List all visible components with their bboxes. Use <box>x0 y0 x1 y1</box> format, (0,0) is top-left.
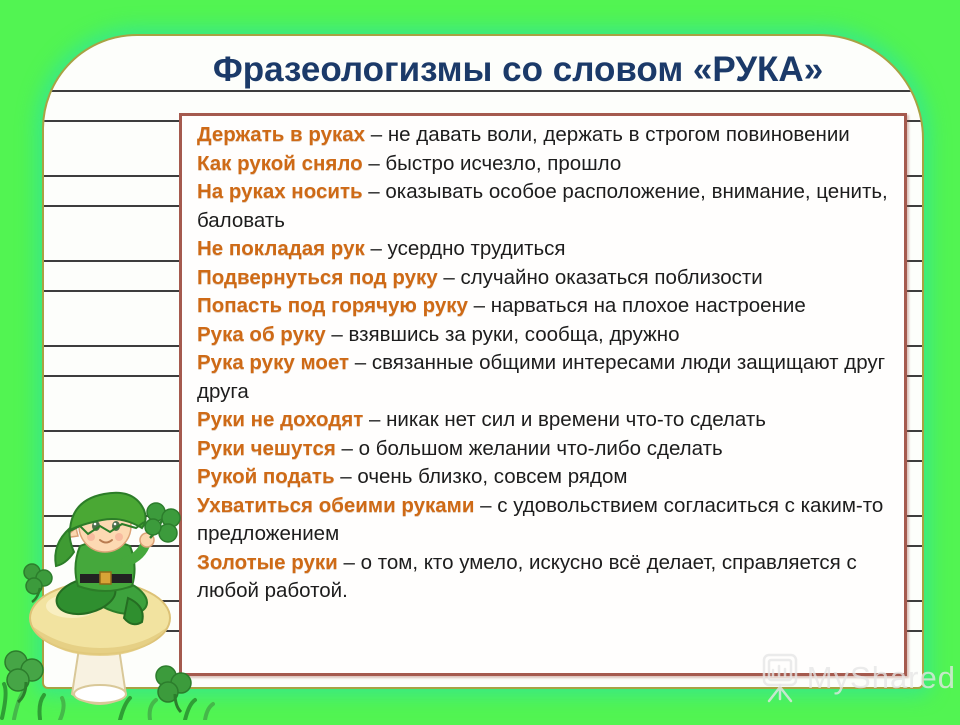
entry-definition: быстро исчезло, прошло <box>385 151 622 175</box>
entry-term: Рука об руку <box>197 322 326 346</box>
entry-dash: – <box>480 493 492 517</box>
entry-definition: связанные общими интересами люди защищают друг друга <box>197 351 886 403</box>
elf-on-mushroom-illustration <box>0 480 215 720</box>
entry-term: Руки не доходят <box>197 408 364 431</box>
entry-term: Не покладая рук <box>197 237 365 260</box>
entry-definition: случайно оказаться поблизости <box>460 265 763 289</box>
entry-dash: – <box>368 151 380 175</box>
entries-list <box>197 121 896 606</box>
entry-dash: – <box>369 408 381 431</box>
entry-dash: – <box>331 322 343 346</box>
entry-definition: никак нет сил и времени что-то сделать <box>386 408 766 431</box>
entry-dash: – <box>354 351 367 374</box>
phraseologism-entry <box>197 463 896 492</box>
phraseologism-entry <box>197 492 896 549</box>
entry-definition: с удовольствием согласиться с каким-то предложением <box>197 493 884 545</box>
entry-definition: о том, кто умело, искусно всё делает, справляется с любой работой. <box>197 550 857 602</box>
entry-definition: о большом желании что-либо сделать <box>358 436 723 460</box>
entry-definition: усердно трудиться <box>387 237 566 260</box>
entry-term: Рука руку моет <box>197 351 350 374</box>
entry-term: Подвернуться под руку <box>197 265 438 289</box>
entry-dash: – <box>343 550 355 574</box>
entry-dash: – <box>443 265 455 289</box>
four-leaf-clover-icon <box>145 503 180 542</box>
phraseologism-entry <box>197 349 896 406</box>
phraseologism-entry <box>197 150 896 179</box>
entry-definition: очень близко, совсем рядом <box>357 465 628 488</box>
phraseologism-entry <box>197 121 896 150</box>
elf-illustration <box>0 480 215 720</box>
shamrock-icon <box>156 666 191 712</box>
entry-dash: – <box>340 465 352 488</box>
phraseologism-entry <box>197 292 896 321</box>
phraseologism-entry <box>197 264 896 293</box>
entry-term: Золотые руки <box>197 550 338 574</box>
entry-definition: взявшись за руки, сообща, дружно <box>348 322 680 346</box>
ruled-line <box>44 90 922 92</box>
entry-term: Держать в руках <box>197 123 366 146</box>
phraseologism-entry <box>197 549 896 606</box>
entry-definition: оказывать особое расположение, внимание, ценить, баловать <box>197 180 888 232</box>
page-title: Фразеологизмы со словом «РУКА» <box>212 50 824 89</box>
entry-term: Руки чешутся <box>197 436 336 460</box>
phraseologism-entry <box>197 406 896 435</box>
entry-dash: – <box>368 180 380 203</box>
shamrock-icon <box>5 651 43 702</box>
entry-dash: – <box>370 237 382 260</box>
entry-term: Как рукой сняло <box>197 151 363 175</box>
entry-term: На руках носить <box>197 180 363 203</box>
entry-definition: нарваться на плохое настроение <box>490 294 806 317</box>
watermark-label: MyShared <box>806 660 956 695</box>
entry-dash: – <box>370 123 383 146</box>
phraseologism-entry <box>197 321 896 350</box>
entry-definition: не давать воли, держать в строгом повиновении <box>387 123 850 146</box>
phraseologism-entry <box>197 435 896 464</box>
entry-term: Ухватиться обеими руками <box>197 493 475 517</box>
elf <box>53 493 154 625</box>
phraseologisms-textbox <box>179 113 907 676</box>
phraseologism-entry <box>197 235 896 264</box>
entry-term: Попасть под горячую руку <box>197 294 468 317</box>
entry-dash: – <box>341 436 353 460</box>
phraseologism-entry <box>197 178 896 235</box>
entry-dash: – <box>473 294 486 317</box>
entry-term: Рукой подать <box>197 465 335 488</box>
